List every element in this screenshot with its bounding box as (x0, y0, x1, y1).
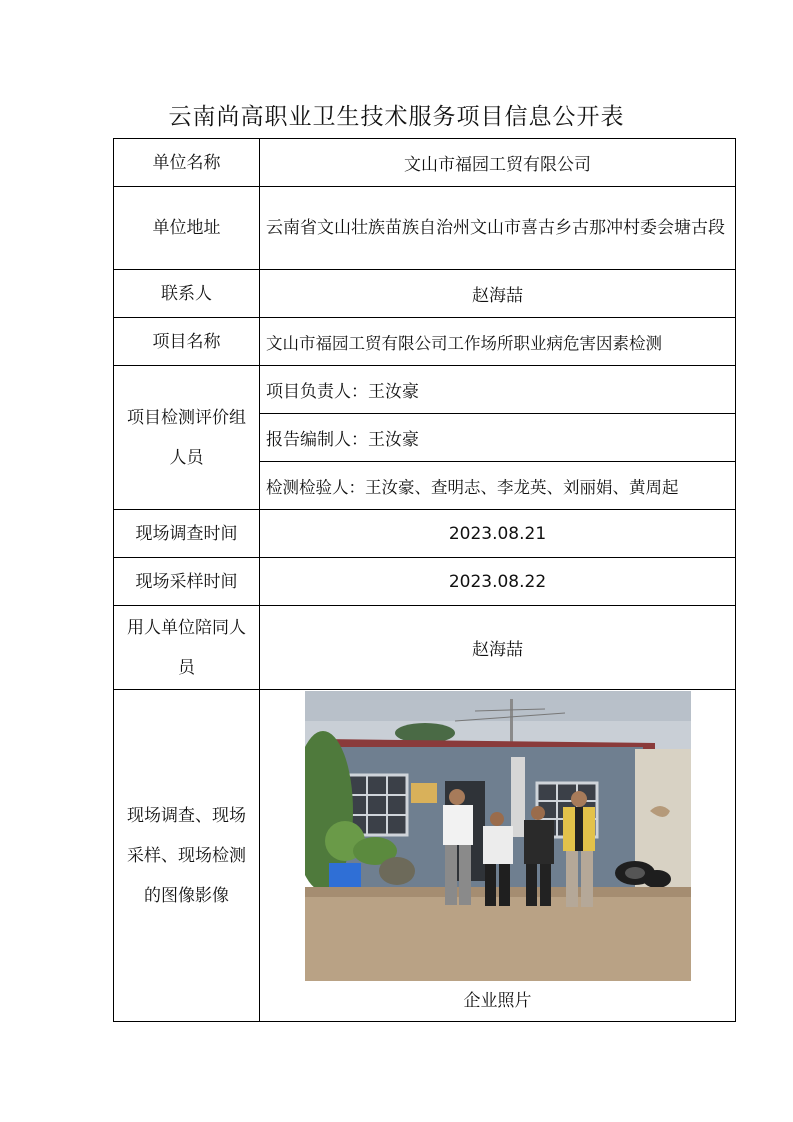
project-leader: 项目负责人：王汝豪 (260, 366, 736, 414)
unit-address-label: 单位地址 (114, 187, 260, 270)
company-photo (305, 691, 691, 981)
page-title: 云南尚高职业卫生技术服务项目信息公开表 (168, 104, 625, 130)
report-author: 报告编制人：王汝豪 (260, 414, 736, 462)
table-row (114, 690, 736, 1022)
images-label (114, 690, 260, 1022)
sampling-time-value: 2023.08.22 (260, 558, 736, 606)
table-row (114, 187, 736, 270)
contact-label: 联系人 (114, 270, 260, 318)
project-name-label: 项目名称 (114, 318, 260, 366)
info-table (113, 138, 736, 1022)
survey-time-value: 2023.08.21 (260, 510, 736, 558)
photo-caption: 企业照片 (463, 991, 532, 1011)
contact-value: 赵海喆 (260, 270, 736, 318)
survey-time-label: 现场调查时间 (114, 510, 260, 558)
project-name-value: 文山市福园工贸有限公司工作场所职业病危害因素检测 (260, 318, 736, 366)
company-photo-image (305, 691, 691, 981)
unit-name-value: 文山市福园工贸有限公司 (260, 139, 736, 187)
table-row (114, 139, 736, 187)
table-row (114, 510, 736, 558)
escort-value: 赵海喆 (260, 606, 736, 690)
unit-address-value: 云南省文山壮族苗族自治州文山市喜古乡古那冲村委会塘古段 (260, 187, 736, 270)
sampling-time-label: 现场采样时间 (114, 558, 260, 606)
table-row (114, 270, 736, 318)
table-row (114, 318, 736, 366)
escort-label (114, 606, 260, 690)
unit-name-label: 单位名称 (114, 139, 260, 187)
table-row (114, 366, 736, 414)
team-label-text: 项目检测评价组人员 (127, 407, 246, 468)
images-cell (260, 690, 736, 1022)
inspectors: 检测检验人：王汝豪、查明志、李龙英、刘丽娟、黄周起 (260, 462, 736, 510)
images-label-text: 现场调查、现场采样、现场检测的图像影像 (127, 805, 246, 906)
team-label (114, 366, 260, 510)
table-row (114, 558, 736, 606)
escort-label-text: 用人单位陪同人员 (127, 617, 246, 678)
table-row (114, 606, 736, 690)
